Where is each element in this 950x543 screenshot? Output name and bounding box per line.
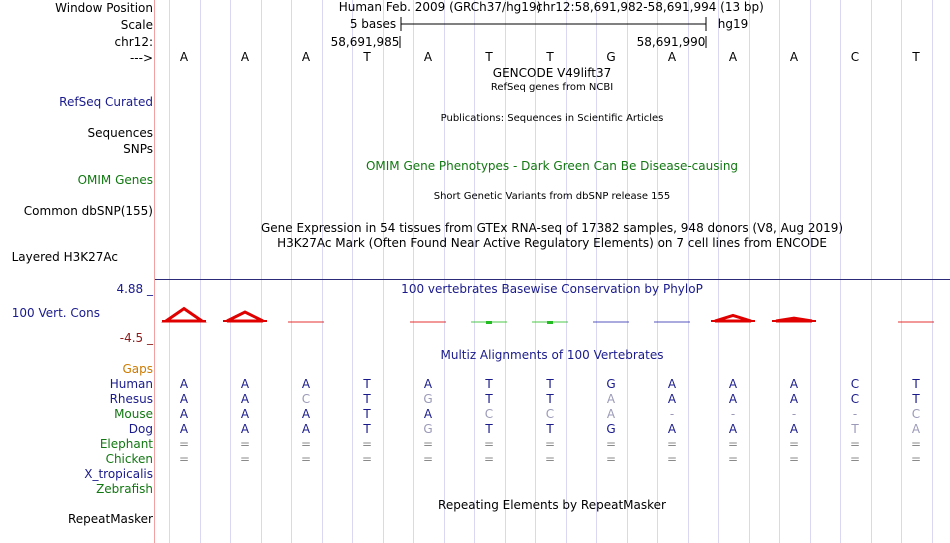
scale-label: 5 bases	[349, 17, 397, 31]
alignment-base: C	[301, 392, 311, 406]
alignment-base: =	[483, 437, 495, 451]
alignment-base: -	[791, 407, 797, 421]
gridline	[810, 0, 811, 543]
alignment-base: A	[606, 392, 616, 406]
gridline	[383, 0, 384, 543]
alignment-base: A	[728, 422, 738, 436]
gridline	[444, 0, 445, 543]
label-omim-genes[interactable]: OMIM Genes	[77, 173, 153, 187]
h3k27ac-baseline	[155, 279, 950, 280]
alignment-base: G	[606, 422, 616, 436]
base-letter: A	[240, 50, 250, 64]
alignment-base: =	[178, 452, 190, 466]
alignment-base: =	[422, 437, 434, 451]
alignment-base: A	[423, 407, 433, 421]
gridline	[200, 0, 201, 543]
gridline	[657, 0, 658, 543]
scale-db: hg19	[717, 17, 749, 31]
base-letter: T	[363, 50, 371, 64]
alignment-base: A	[667, 377, 677, 391]
alignment-base: G	[423, 422, 433, 436]
label-species-zebrafish: Zebrafish	[96, 482, 153, 496]
conservation-tick	[547, 321, 553, 324]
alignment-base: A	[789, 392, 799, 406]
gridline	[901, 0, 902, 543]
conservation-tick	[486, 321, 492, 324]
coord-left: 58,691,985	[330, 35, 400, 49]
alignment-base: C	[484, 407, 494, 421]
gtex-track-desc[interactable]: Gene Expression in 54 tissues from GTEx RNA-seq of 17382 samples, 948 donors (V8, Aug 2019)	[260, 221, 844, 235]
alignment-base: G	[423, 392, 433, 406]
alignment-base: =	[666, 452, 678, 466]
alignment-base: C	[850, 377, 860, 391]
gridline	[291, 0, 292, 543]
gridline	[779, 0, 780, 543]
alignment-base: =	[910, 437, 922, 451]
conservation-plot[interactable]	[0, 290, 950, 350]
label-chrom: chr12:	[114, 35, 153, 49]
alignment-base: A	[667, 392, 677, 406]
gridline	[474, 0, 475, 543]
scale-bar	[0, 0, 950, 60]
label-refseq-curated[interactable]: RefSeq Curated	[59, 95, 153, 109]
conservation-peak	[227, 312, 263, 321]
label-scale: Scale	[120, 18, 153, 32]
label-divider	[154, 0, 155, 543]
label-gaps: Gaps	[122, 362, 153, 376]
alignment-base: A	[179, 377, 189, 391]
alignment-base: A	[911, 422, 921, 436]
label-species-rhesus: Rhesus	[109, 392, 153, 406]
alignment-base: A	[301, 422, 311, 436]
base-letter: A	[789, 50, 799, 64]
alignment-base: T	[363, 392, 371, 406]
repeatmasker-track-desc[interactable]: Repeating Elements by RepeatMasker	[438, 498, 666, 512]
alignment-base: =	[300, 452, 312, 466]
conservation-track-desc[interactable]: 100 vertebrates Basewise Conservation by PhyloP	[401, 282, 703, 296]
gridline	[627, 0, 628, 543]
alignment-base: A	[423, 377, 433, 391]
gridline	[718, 0, 719, 543]
alignment-base: -	[730, 407, 736, 421]
alignment-base: A	[240, 377, 250, 391]
alignment-base: =	[422, 452, 434, 466]
publications-track-desc[interactable]: Publications: Sequences in Scientific Articles	[440, 113, 664, 124]
alignment-base: =	[788, 437, 800, 451]
label-window-position: Window Position	[55, 1, 153, 15]
alignment-base: T	[363, 422, 371, 436]
alignment-base: T	[485, 392, 493, 406]
gridline	[352, 0, 353, 543]
base-letter: A	[423, 50, 433, 64]
base-letter: A	[728, 50, 738, 64]
gridline	[688, 0, 689, 543]
base-letter: T	[485, 50, 493, 64]
alignment-base: =	[239, 437, 251, 451]
label-cons-min: -4.5 _	[119, 331, 153, 345]
alignment-base: =	[849, 452, 861, 466]
alignment-base: T	[546, 377, 554, 391]
alignment-base: T	[546, 422, 554, 436]
base-letter: A	[179, 50, 189, 64]
alignment-base: =	[849, 437, 861, 451]
alignment-base: A	[301, 407, 311, 421]
label-repeatmasker[interactable]: RepeatMasker	[67, 512, 153, 526]
gencode-track-title[interactable]: GENCODE V49lift37	[492, 66, 612, 80]
gridline	[871, 0, 872, 543]
alignment-base: G	[606, 377, 616, 391]
label-sequences[interactable]: Sequences	[87, 126, 153, 140]
gridline	[230, 0, 231, 543]
gridline	[932, 0, 933, 543]
label-species-human: Human	[109, 377, 153, 391]
alignment-base: T	[363, 407, 371, 421]
alignment-base: T	[912, 392, 920, 406]
h3k27ac-track-desc[interactable]: H3K27Ac Mark (Often Found Near Active Regulatory Elements) on 7 cell lines from ENCODE	[277, 236, 827, 250]
label-snps[interactable]: SNPs	[123, 142, 153, 156]
alignment-base: =	[727, 437, 739, 451]
gridline	[749, 0, 750, 543]
alignment-base: =	[483, 452, 495, 466]
alignment-base: =	[544, 437, 556, 451]
alignment-base: -	[669, 407, 675, 421]
gridline	[322, 0, 323, 543]
alignment-base: T	[912, 377, 920, 391]
alignment-base: =	[605, 452, 617, 466]
label-species-dog: Dog	[128, 422, 153, 436]
base-letter: G	[606, 50, 616, 64]
base-letter: T	[912, 50, 920, 64]
base-letter: T	[546, 50, 554, 64]
alignment-base: =	[178, 437, 190, 451]
alignment-base: C	[850, 392, 860, 406]
alignment-base: A	[667, 422, 677, 436]
label-species-chicken: Chicken	[105, 452, 153, 466]
alignment-base: =	[544, 452, 556, 466]
gridline	[413, 0, 414, 543]
alignment-base: =	[361, 452, 373, 466]
alignment-base: A	[179, 392, 189, 406]
label-strand[interactable]: --->	[129, 51, 153, 65]
alignment-base: =	[300, 437, 312, 451]
alignment-base: C	[545, 407, 555, 421]
gridline	[840, 0, 841, 543]
alignment-base: C	[911, 407, 921, 421]
base-letter: A	[667, 50, 677, 64]
coord-right: 58,691,990	[636, 35, 706, 49]
omim-track-desc[interactable]: OMIM Gene Phenotypes - Dark Green Can Be Disease-causing	[365, 159, 739, 173]
dbsnp-track-desc[interactable]: Short Genetic Variants from dbSNP release 155	[433, 191, 671, 202]
label-100-vert-cons[interactable]: 100 Vert. Cons	[11, 306, 100, 320]
conservation-peak	[166, 309, 202, 321]
alignment-base: A	[240, 392, 250, 406]
alignment-base: =	[605, 437, 617, 451]
alignment-base: =	[666, 437, 678, 451]
alignment-base: =	[361, 437, 373, 451]
assembly-title: Human Feb. 2009 (GRCh37/hg19)	[338, 0, 542, 14]
alignment-base: A	[179, 407, 189, 421]
label-species-elephant: Elephant	[99, 437, 153, 451]
label-layered-h3k27ac[interactable]: Layered H3K27Ac	[11, 250, 118, 264]
alignment-base: A	[789, 377, 799, 391]
alignment-base: A	[606, 407, 616, 421]
alignment-base: =	[239, 452, 251, 466]
multiz-track-desc[interactable]: Multiz Alignments of 100 Vertebrates	[440, 348, 664, 362]
label-species-xtropicalis: X_tropicalis	[84, 467, 153, 481]
alignment-base: A	[240, 407, 250, 421]
gridline	[261, 0, 262, 543]
alignment-base: =	[727, 452, 739, 466]
gridline	[169, 0, 170, 543]
alignment-base: A	[301, 377, 311, 391]
base-letter: A	[301, 50, 311, 64]
alignment-base: A	[240, 422, 250, 436]
alignment-base: T	[546, 392, 554, 406]
alignment-base: =	[788, 452, 800, 466]
alignment-base: A	[728, 377, 738, 391]
alignment-base: T	[485, 422, 493, 436]
refseq-track-desc[interactable]: RefSeq genes from NCBI	[490, 82, 614, 93]
alignment-base: T	[485, 377, 493, 391]
label-cons-max: 4.88 _	[116, 282, 153, 296]
alignment-base: =	[910, 452, 922, 466]
alignment-base: A	[789, 422, 799, 436]
alignment-base: A	[179, 422, 189, 436]
alignment-base: A	[728, 392, 738, 406]
alignment-base: -	[852, 407, 858, 421]
base-letter: C	[850, 50, 860, 64]
alignment-base: T	[851, 422, 859, 436]
alignment-base: T	[363, 377, 371, 391]
label-common-dbsnp[interactable]: Common dbSNP(155)	[23, 204, 153, 218]
label-species-mouse: Mouse	[114, 407, 153, 421]
window-position-value: chr12:58,691,982-58,691,994 (13 bp)	[536, 0, 764, 14]
